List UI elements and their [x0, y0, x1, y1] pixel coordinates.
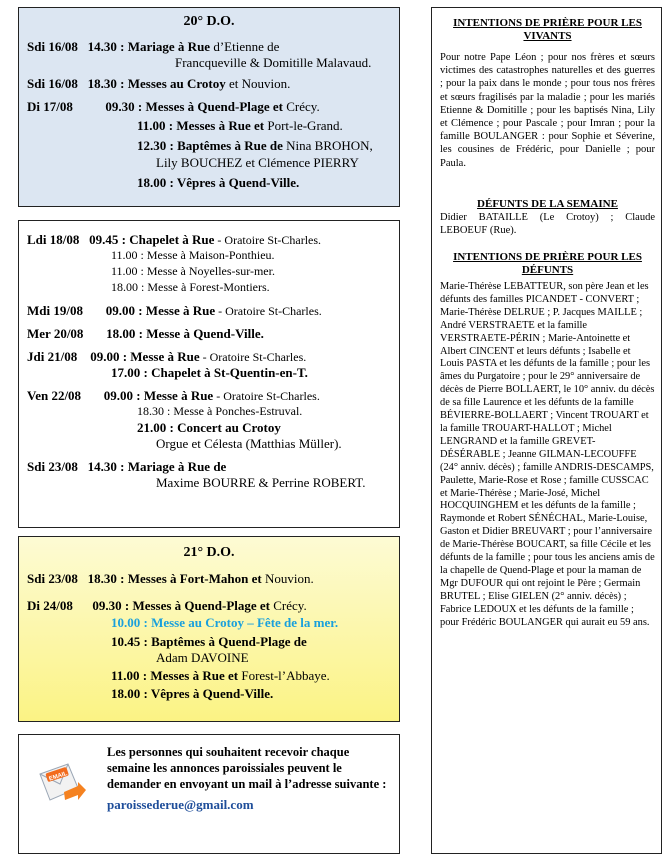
entry-di-24-vepres: 18.00 : Vêpres à Quend-Ville. [111, 686, 274, 701]
entry-ldi-18-chapelet: Ldi 18/08 09.45 : Chapelet à Rue - Oratoire St-Charles. [27, 232, 322, 247]
email-icon-label: EMAIL [48, 771, 69, 783]
entry-ven-22-concert: 21.00 : Concert au Crotoy [137, 420, 281, 435]
deceased-intentions-heading: INTENTIONS DE PRIÈRE POUR LES DÉFUNTS [453, 251, 642, 276]
deceased-week-heading: DÉFUNTS DE LA SEMAINE [477, 198, 618, 210]
entry-jdi-21-messe: Jdi 21/08 09.00 : Messe à Rue - Oratoire St-Charles. [27, 349, 307, 364]
week-21-title: 21° D.O. [183, 545, 235, 560]
mail-instructions: Les personnes qui souhaitent recevoir chaque semaine les annonces paroissiales peuvent le demander en envoyant un mail à l’adresse suivante : [107, 745, 387, 791]
week-20-title: 20° D.O. [183, 14, 235, 29]
entry-di-24-quend-plage: Di 24/08 09.30 : Messes à Quend-Plage et Crécy. [27, 598, 307, 613]
weekday-schedule-box [18, 220, 400, 528]
week-20-box [18, 7, 400, 207]
entry-di-24-rue: 11.00 : Messes à Rue et Forest-l’Abbaye. [111, 668, 330, 683]
entry-ven-22-concert-detail: Orgue et Célesta (Matthias Müller). [156, 436, 342, 451]
entry-di-24-baptemes-name: Adam DAVOINE [156, 650, 249, 665]
entry-mer-20: Mer 20/08 18.00 : Messe à Quend-Ville. [27, 326, 264, 341]
mail-address-link[interactable]: paroissederue@gmail.com [107, 797, 254, 812]
deceased-intentions-text: Marie-Thérèse LEBATTEUR, son père Jean et les défunts des familles PICANDET - CONVERT ; Marie-Thérèse DELRUE ; P. Jacques MAILLE ; André VERSTRAETE et la famille VERSTRAETE-PÉRIN ; Marie-Antoinette et Albert CINCENT et leurs défunts ; Isabelle et Louis PASTA et les défunts de la famille ; pour les âmes du Purgatoire ; pour le 29° anniversaire de décès de Pierre BOLLAERT, le 10° anniv. du décès de sa fille Laurence et les défunts de la famille BÉVIERRE-BOLLAERT ; Vincent TROUART et la famille TROUART-HALLOT ; Michel LENGRAND et la famille GREVET-DÉSÉRABLE ; Jeanne GILMAN-LECOUFFE (24° anniv. décès) ; famille ANDRIS-DESCAMPS, Paulette, Marie-Rose et Rose ; famille CUSSCAC et Marie-Thérèse ; Marie-José, Michel HOCQUINGHEM et les défunts de la famille ; Raymonde et Robert SÉNÉCHAL, Marie-Louise, Gaston et Didier BREUVART ; pour l’anniversaire de Marie-Thérèse BOUCART, sa fille Cécile et les défunts de la famille ; pour tous les anciens amis de la chapelle de Quend-Plage et pour la maman de Mgr DUFOUR qui ont rejoint le Père ; Germain BRUTEL ; Elise GIELEN (2° anniv. décès) ; Fabrice LEDOUX et les défunts de la famille ; pour Frédéric BOULANGER qui aurait eu 59 ans. [440, 281, 655, 628]
entry-sdi-16-messes: Sdi 16/08 18.30 : Messes au Crotoy et Nouvion. [27, 76, 291, 91]
entry-di-24-baptemes: 10.45 : Baptêmes à Quend-Plage de [111, 634, 307, 649]
intentions-column [431, 7, 662, 854]
entry-di-17-vepres: 18.00 : Vêpres à Quend-Ville. [137, 175, 300, 190]
entry-di-24-crotoy-fete: 10.00 : Messe au Crotoy – Fête de la mer. [111, 615, 339, 630]
living-intentions-heading: INTENTIONS DE PRIÈRE POUR LES VIVANTS [453, 17, 642, 42]
entry-ven-22-messe: Ven 22/08 09.00 : Messe à Rue - Oratoire St-Charles. [27, 388, 320, 403]
entry-sdi-16-mariage-names: Francqueville & Domitille Malavaud. [175, 55, 372, 70]
entry-ldi-18-forest-montiers: 18.00 : Messe à Forest-Montiers. [111, 280, 270, 294]
entry-di-17-baptemes: 12.30 : Baptêmes à Rue de Nina BROHON, [137, 138, 373, 153]
entry-sdi-23-mariage-names: Maxime BOURRE & Perrine ROBERT. [156, 475, 366, 490]
deceased-week-text: Didier BATAILLE (Le Crotoy) ; Claude LEBOEUF (Rue). [440, 212, 655, 237]
entry-di-17-rue: 11.00 : Messes à Rue et Port-le-Grand. [137, 118, 343, 133]
entry-ven-22-ponches: 18.30 : Messe à Ponches-Estruval. [137, 404, 303, 418]
entry-di-17-baptemes-names: Lily BOUCHEZ et Clémence PIERRY [156, 155, 359, 170]
entry-ldi-18-maison-ponthieu: 11.00 : Messe à Maison-Ponthieu. [111, 248, 275, 262]
entry-sdi-16-mariage: Sdi 16/08 14.30 : Mariage à Rue d’Etienne de [27, 39, 280, 54]
entry-mdi-19: Mdi 19/08 09.00 : Messe à Rue - Oratoire St-Charles. [27, 303, 322, 318]
entry-sdi-23-mariage: Sdi 23/08 14.30 : Mariage à Rue de [27, 459, 227, 474]
living-intentions-text: Pour notre Pape Léon ; pour nos frères et sœurs victimes des catastrophes naturelles et des guerres ; pour la paix dans le monde ; pour tous nos frères et sœurs fragilisés par la maladie ; pour les mariés Etienne & Domitille ; pour les baptisés Nina, Lily et Clémence ; pour Pascale ; pour Imran ; pour la famille BOULANGER : pour Sophie et Séverine, les cousines de Frédéric, pour Danielle ; pour Paula. [440, 52, 655, 169]
entry-sdi-23-messes: Sdi 23/08 18.30 : Messes à Fort-Mahon et Nouvion. [27, 571, 314, 586]
entry-di-17-quend-plage: Di 17/08 09.30 : Messes à Quend-Plage et Crécy. [27, 99, 320, 114]
email-envelope-icon [38, 762, 88, 806]
entry-jdi-21-chapelet: 17.00 : Chapelet à St-Quentin-en-T. [111, 365, 308, 380]
week-21-box [18, 536, 400, 722]
entry-ldi-18-noyelles: 11.00 : Messe à Noyelles-sur-mer. [111, 264, 275, 278]
